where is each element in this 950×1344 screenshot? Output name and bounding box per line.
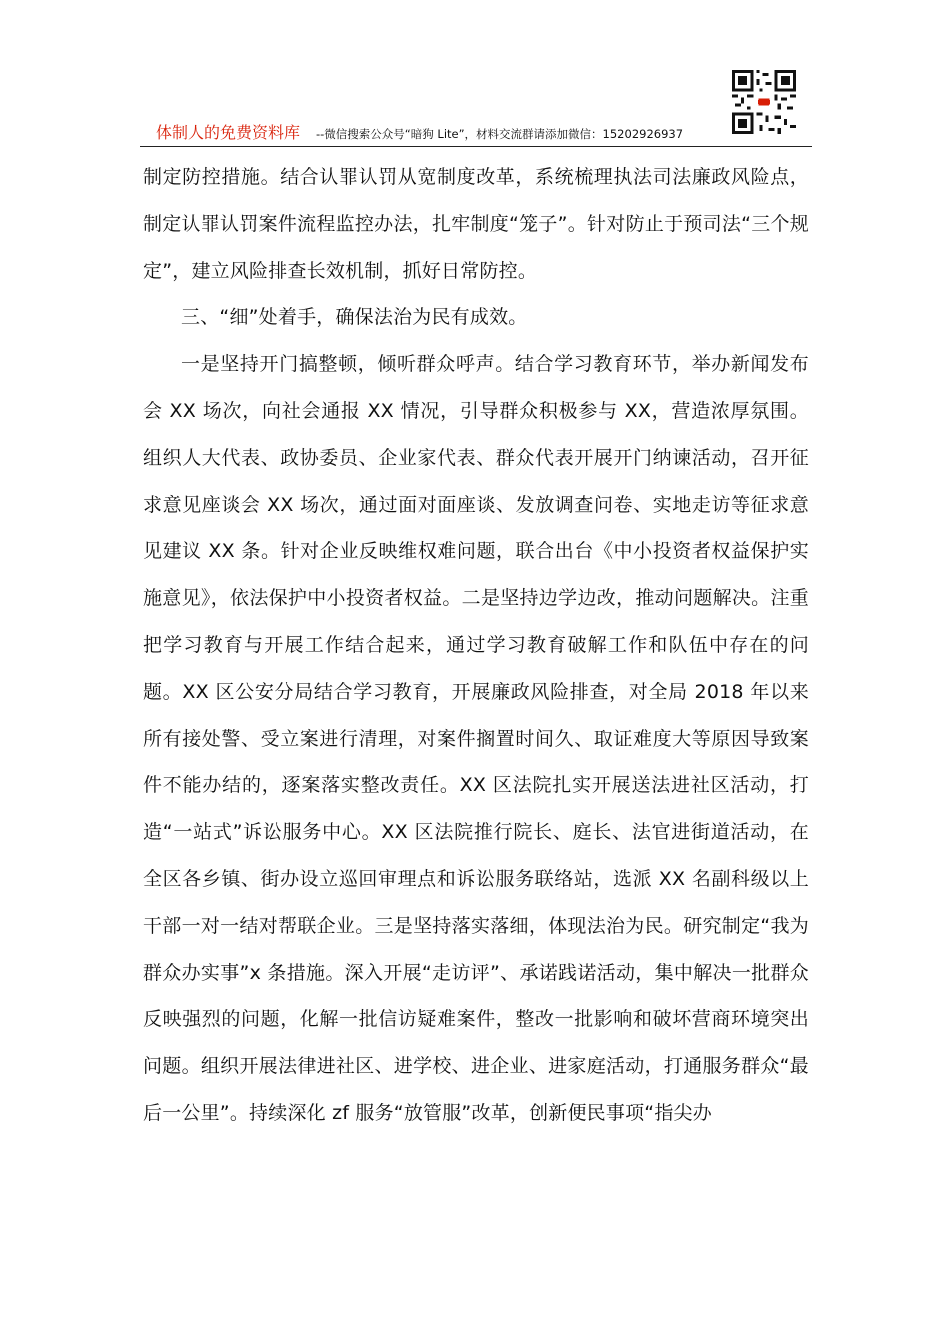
section-heading: 三、“细”处着手，确保法治为民有成效。 — [181, 306, 528, 329]
header-note: --微信搜索公众号“暗狗 Lite”，材料交流群请添加微信：15202926937 — [316, 127, 684, 141]
document-body — [143, 154, 809, 1137]
header-brand: 体制人的免费资料库 — [156, 123, 301, 142]
paragraph-body: 一是坚持开门搞整顿，倾听群众呼声。结合学习教育环节，举办新闻发布会 XX 场次，向社会通报 XX 情况，引导群众积极参与 XX，营造浓厚氛围。组织人大代表、政协委员、企业家代表、群众代表开展开门纳谏活动，召开征求意见座谈会 XX 场次，通过面对面座谈、发放调查问卷、实地走访等征求意见建议 XX 条。针对企业反映维权难问题，联合出台《中小投资者权益保护实施意见》，依法保护中小投资者权益。二是坚持边学边改，推动问题解决。注重把学习教育与开展工作结合起来，通过学习教育破解工作和队伍中存在的问题。XX 区公安分局结合学习教育，开展廉政风险排查，对全局 2018 年以来所有接处警、受立案进行清理，对案件搁置时间久、取证难度大等原因导致案件不能办结的，逐案落实整改责任。XX 区法院扎实开展送法进社区活动，打造“一站式”诉讼服务中心。XX 区法院推行院长、庭长、法官进街道活动，在全区各乡镇、街办设立巡回审理点和诉讼服务联络站，选派 XX 名副科级以上干部一对一结对帮联企业。三是坚持落实落细，体现法治为民。研究制定“我为群众办实事”x 条措施。深入开展“走访评”、承诺践诺活动，集中解决一批群众反映强烈的问题，化解一批信访疑难案件，整改一批影响和破坏营商环境突出问题。组织开展法律进社区、进学校、进企业、进家庭活动，打通服务群众“最后一公里”。持续深化 zf 服务“放管服”改革，创新便民事项“指尖办 — [143, 353, 809, 1124]
paragraph-continued: 制定防控措施。结合认罪认罚从宽制度改革，系统梳理执法司法廉政风险点，制定认罪认罚案件流程监控办法，扎牢制度“笼子”。针对防止于预司法“三个规定”，建立风险排查长效机制，抓好日常防控。 — [143, 166, 809, 282]
qr-code-icon — [732, 70, 796, 134]
page-header — [140, 70, 812, 147]
